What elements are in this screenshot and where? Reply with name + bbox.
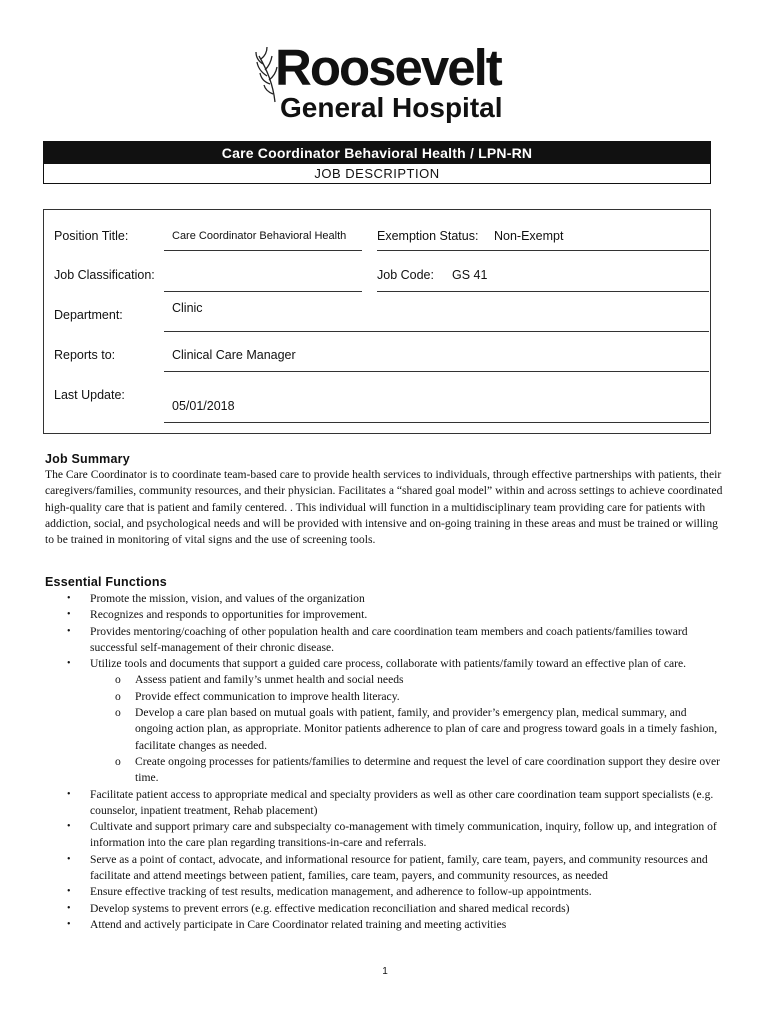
bullet-icon: • (67, 886, 71, 898)
position-title-line (164, 250, 362, 251)
bullet-icon: • (67, 625, 71, 637)
bullet-icon: • (67, 788, 71, 800)
banner-title: Care Coordinator Behavioral Health / LPN-RN (44, 142, 710, 164)
essential-functions-heading: Essential Functions (45, 575, 167, 589)
job-summary-section (45, 451, 725, 548)
sub-list-item: o Provide effect communication to improve health literacy. (90, 689, 725, 705)
job-classification-line (164, 291, 362, 292)
sub-bullet-icon: o (115, 754, 121, 768)
bullet-icon: • (67, 593, 71, 604)
list-item: • Serve as a point of contact, advocate, and informational resource for patient, family, care team, payers, and community resources and facilitate and attend meetings between patient, families, care team, payers, and community resources, as needed (67, 852, 708, 883)
bullet-icon: • (67, 821, 71, 833)
department-label: Department: (54, 308, 123, 322)
bullet-icon: • (67, 902, 71, 914)
list-item: • Cultivate and support primary care and subspecialty co-management with timely communication, inquiry, follow up, and integration of information into the care plan regarding transitions-in-care and referrals. (67, 820, 717, 850)
last-update-line (164, 422, 709, 423)
bullet-icon: • (67, 853, 71, 865)
position-info-box (43, 209, 711, 434)
last-update-value: 05/01/2018 (172, 399, 235, 413)
bullet-icon: • (67, 918, 71, 930)
bullet-icon: • (67, 609, 71, 621)
sub-bullet-icon: o (115, 689, 121, 703)
banner-subtitle: JOB DESCRIPTION (44, 164, 710, 183)
sub-list-item: o Create ongoing processes for patients/families to determine and request the level of care coordination support they desire over time. (115, 754, 720, 785)
bullet-icon: • (67, 658, 71, 670)
position-title-label: Position Title: (54, 229, 129, 243)
job-code-value: GS 41 (452, 268, 488, 282)
sub-list-item: o Develop a care plan based on mutual goals with patient, family, and provider’s emergency plan, medical summary, and ongoing action plan, as appropriate. Monitor patients adherence to plan of care and progress toward goals in a timely fashion, facilitate changes as needed. (115, 706, 718, 752)
exemption-status-line (377, 250, 709, 251)
care-plan-sublist (90, 672, 725, 786)
job-summary-heading: Job Summary (45, 452, 130, 466)
department-value: Clinic (172, 301, 203, 315)
list-item: • Attend and actively participate in Care Coordinator related training and meeting activities (45, 917, 725, 933)
exemption-status-label: Exemption Status: (377, 229, 479, 243)
list-item: • Ensure effective tracking of test results, medication management, and adherence to follow-up appointments. (45, 884, 725, 900)
exemption-status-value: Non-Exempt (494, 229, 564, 243)
job-code-label: Job Code: (377, 268, 434, 282)
list-item: • Utilize tools and documents that support a guided care process, collaborate with patients/family toward an effective plan of care. o Assess patient and family’s unmet health and social needs o Provide effect communication to improve health literacy. o Develop a care plan based on mutual goals with patient, family, and provider’s emergency plan, medical summary, and ongoing action plan, as appropriate. Monitor patients adherence to plan of care and progress toward goals in a timely fashion, facilitate changes as needed. o Create ongoing processes for patients/families to determine and request the level of care coordination support they desire over time. (45, 656, 725, 786)
hospital-logo (255, 40, 525, 130)
reports-to-value: Clinical Care Manager (172, 348, 296, 362)
list-item: • Provides mentoring/coaching of other population health and care coordination team members and coach patients/families toward successful self-management of their chronic disease. (67, 624, 688, 654)
list-item: • Recognizes and responds to opportunities for improvement. (45, 607, 725, 623)
list-item: • Promote the mission, vision, and values of the organization (45, 591, 725, 607)
job-code-line (377, 291, 709, 292)
list-item: • Facilitate patient access to appropriate medical and specialty providers as well as other care coordination team support specialists (e.g. counselor, inpatient treatment, Rehab placement) (67, 787, 714, 817)
job-summary-text: The Care Coordinator is to coordinate team-based care to provide health services to individuals, through effective partnerships with patients, their caregivers/families, community resources, and their physician. Facilitates a “shared goal model” within and across settings to achieve coordinated high-quality care that is patient and family centered. . This individual will function in a multidisciplinary team providing care for patients with addiction, social, and psychological needs and will be provided with intensive and on-going training in these areas and must be trained or willing to be trained in monitoring of vital signs and the use of screening tools. (45, 468, 723, 547)
reports-to-line (164, 371, 709, 372)
sub-bullet-icon: o (115, 673, 121, 687)
essential-functions-list (45, 591, 725, 933)
page-number: 1 (382, 966, 388, 977)
title-banner (43, 141, 711, 184)
position-title-value: Care Coordinator Behavioral Health (172, 230, 347, 242)
last-update-label: Last Update: (54, 388, 125, 402)
logo-subtitle: General Hospital (280, 92, 503, 123)
list-item: • Develop systems to prevent errors (e.g. effective medication reconciliation and shared medical records) (45, 901, 725, 917)
department-line (164, 331, 709, 332)
essential-functions-section (45, 574, 725, 933)
job-classification-label: Job Classification: (54, 268, 155, 282)
logo-title: Roosevelt (275, 39, 501, 96)
sub-list-item: o Assess patient and family’s unmet health and social needs (90, 672, 725, 688)
reports-to-label: Reports to: (54, 348, 116, 362)
sub-bullet-icon: o (115, 706, 121, 720)
